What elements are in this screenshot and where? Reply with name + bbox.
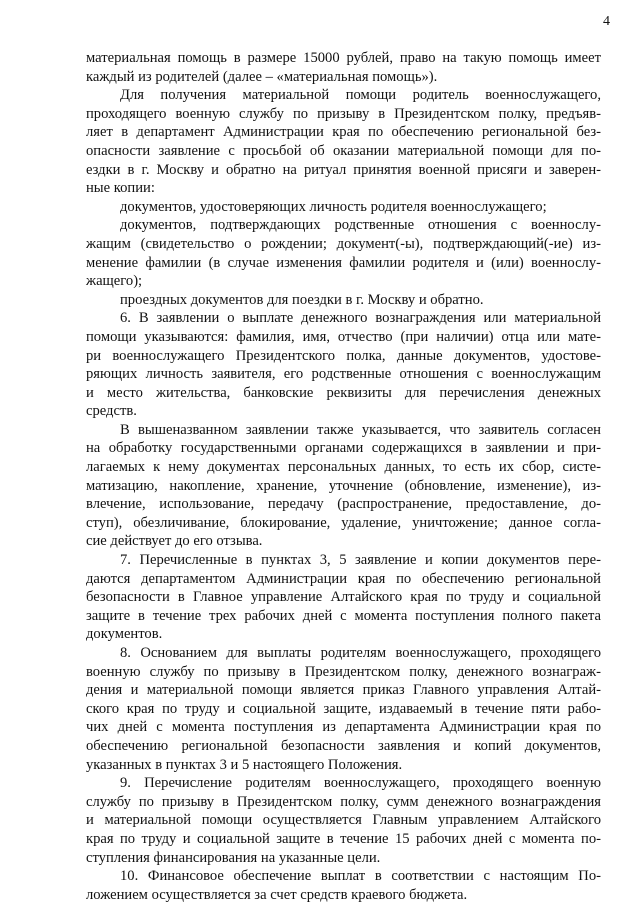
text-line: дения и материальной помощи является приказ Главного управления Алтай-: [86, 682, 601, 699]
text-line: защите в течение трех рабочих дней с момента поступления полного пакета: [86, 607, 601, 624]
text-line: ляет в департамент Администрации края по обеспечению региональной без-: [86, 124, 601, 141]
text-line: документов, удостоверяющих личность родителя военнослужащего;: [120, 198, 547, 215]
text-line: средств.: [86, 403, 137, 420]
text-line: ского края по труду и социальной защите, издаваемый в течение пяти рабо-: [86, 700, 601, 717]
text-line: ные копии:: [86, 180, 155, 197]
text-line: В вышеназванном заявлении также указывается, что заявитель согласен: [120, 421, 601, 438]
text-line: лагаемых к нему документах персональных данных, то есть их сбор, систе-: [86, 459, 601, 476]
text-line: на обработку государственными органами содержащихся в заявлении и при-: [86, 440, 601, 457]
paragraph: [86, 774, 601, 867]
paragraph: [86, 867, 601, 904]
text-line: края по труду и социальной защите в течение 15 рабочих дней с момента по-: [86, 830, 601, 847]
text-line: даются департаментом Администрации края по обеспечению региональной: [86, 570, 601, 587]
text-line: проездных документов для поездки в г. Москву и обратно.: [120, 291, 484, 308]
text-line: ступ), обезличивание, блокирование, удаление, уничтожение; данное согла-: [86, 514, 601, 531]
paragraph: [86, 49, 601, 86]
text-line: ездки в г. Москву и обратно на ритуал принятия военной присяги и заверен-: [86, 161, 601, 178]
page-number: 4: [603, 14, 610, 29]
text-line: 10. Финансовое обеспечение выплат в соответствии с настоящим По-: [120, 868, 601, 885]
text-line: опасности заявление с просьбой об оказании материальной помощи для по-: [86, 142, 601, 159]
paragraph: [86, 421, 601, 551]
text-line: Для получения материальной помощи родитель военнослужащего,: [120, 87, 601, 104]
text-line: ряющих личность заявителя, его родственные отношения с военнослужащим: [86, 366, 601, 383]
paragraph: [86, 291, 601, 310]
text-line: документов.: [86, 626, 163, 643]
text-line: материальная помощь в размере 15000 рублей, право на такую помощь имеет: [86, 50, 601, 66]
text-line: жащим (свидетельство о рождении; документ(-ы), подтверждающий(-ие) из-: [86, 235, 601, 252]
paragraph: [86, 309, 601, 421]
paragraph: [86, 644, 601, 774]
text-line: 9. Перечисление родителям военнослужащего, проходящего военную: [120, 775, 601, 792]
text-line: обеспечению региональной безопасности заявления и копий документов,: [86, 737, 601, 754]
text-line: и материальной помощи осуществляется Главным управлением Алтайского: [86, 812, 601, 829]
text-line: менение фамилии (в случае изменения фамилии родителя и (или) военнослу-: [86, 254, 601, 271]
text-line: проходящего военную службу по призыву в Президентском полку, предъяв-: [86, 105, 601, 122]
text-line: указанных в пунктах 3 и 5 настоящего Положения.: [86, 756, 403, 773]
text-line: ри военнослужащего Президентского полка, данные документов, удостове-: [86, 347, 601, 364]
text-line: ступления финансирования на указанные цели.: [86, 849, 381, 866]
document-body: [86, 49, 601, 904]
paragraph: [86, 216, 601, 290]
text-line: 6. В заявлении о выплате денежного вознаграждения или материальной: [120, 310, 601, 327]
text-line: службу по призыву в Президентском полку, сумм денежного вознаграждения: [86, 793, 601, 810]
text-line: чих дней с момента поступления из департамента Администрации края по: [86, 719, 601, 736]
text-line: каждый из родителей (далее – «материальная помощь»).: [86, 68, 438, 85]
text-line: 7. Перечисленные в пунктах 3, 5 заявление и копии документов пере-: [120, 552, 601, 569]
text-line: влечение, использование, передачу (распространение, предоставление, до-: [86, 496, 601, 513]
text-line: ложением осуществляется за счет средств краевого бюджета.: [86, 886, 468, 903]
text-line: помощи указываются: фамилия, имя, отчество (при наличии) отца или мате-: [86, 328, 601, 345]
text-line: жащего);: [86, 273, 143, 290]
text-line: военную службу по призыву в Президентском полку, денежного вознаграж-: [86, 663, 601, 680]
text-line: 8. Основанием для выплаты родителям военнослужащего, проходящего: [120, 645, 601, 661]
text-line: документов, подтверждающих родственные отношения с военнослу-: [120, 217, 601, 234]
text-line: безопасности в Главное управление Алтайского края по труду и социальной: [86, 589, 601, 606]
text-line: сие действует до его отзыва.: [86, 533, 263, 550]
paragraph: [86, 198, 601, 217]
text-line: и место жительства, банковские реквизиты для перечисления денежных: [86, 384, 601, 401]
text-line: матизацию, накопление, хранение, уточнение (обновление, изменение), из-: [86, 477, 601, 494]
paragraph: [86, 551, 601, 644]
paragraph: [86, 86, 601, 198]
